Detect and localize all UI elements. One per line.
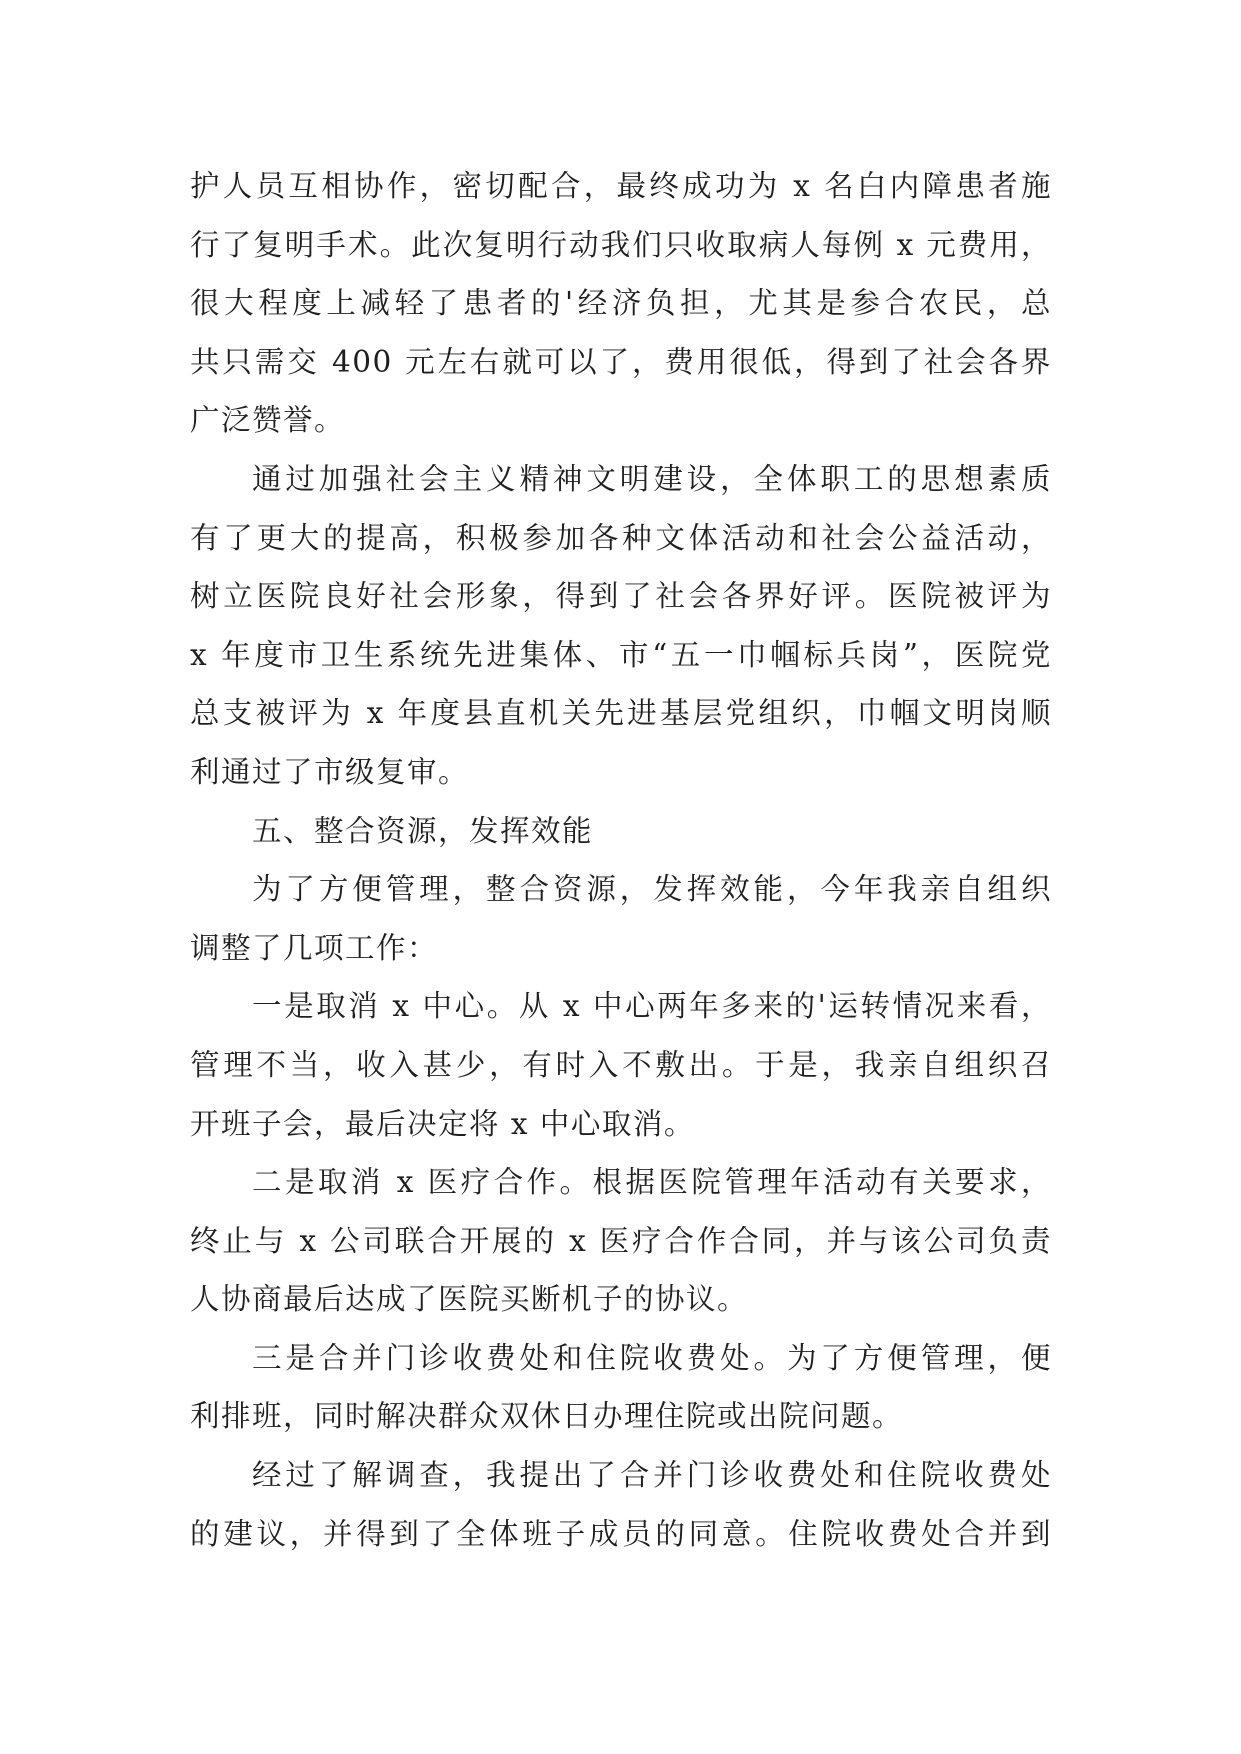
text-line: 利排班，同时解决群众双休日办理住院或出院问题。 <box>190 1399 904 1434</box>
text-line: 利通过了市级复审。 <box>190 754 470 789</box>
text-line: 为了方便管理，整合资源，发挥效能，今年我亲自组织 <box>252 872 1052 907</box>
text-line: 调整了几项工作： <box>190 930 439 965</box>
text-line: 通过加强社会主义精神文明建设，全体职工的思想素质 <box>252 461 1052 496</box>
text-line: 有了更大的提高，积极参加各种文体活动和社会公益活动， <box>190 520 1052 555</box>
document-body <box>190 157 1052 1563</box>
text-line: 护人员互相协作，密切配合，最终成功为 x 名白内障患者施 <box>190 169 1052 203</box>
text-line: 二是取消 x 医疗合作。根据医院管理年活动有关要求， <box>252 1165 1052 1200</box>
text-line: 三是合并门诊收费处和住院收费处。为了方便管理，便 <box>252 1340 1052 1375</box>
text-line: 的建议，并得到了全体班子成员的同意。住院收费处合并到 <box>190 1516 1052 1551</box>
text-line: 总支被评为 x 年度县直机关先进基层党组织，巾帼文明岗顺 <box>190 696 1052 731</box>
text-line: 人协商最后达成了医院买断机子的协议。 <box>190 1282 749 1317</box>
text-line: 一是取消 x 中心。从 x 中心两年多来的'运转情况来看， <box>252 989 1052 1024</box>
text-line: 行了复明手术。此次复明行动我们只收取病人每例 x 元费用， <box>190 227 1052 262</box>
text-line: 共只需交 400 元左右就可以了，费用很低，得到了社会各界 <box>190 344 1052 379</box>
text-line: 很大程度上减轻了患者的'经济负担，尤其是参合农民，总 <box>190 286 1052 321</box>
section-heading: 五、整合资源，发挥效能 <box>252 813 594 848</box>
text-line: 管理不当，收入甚少，有时入不敷出。于是，我亲自组织召 <box>190 1047 1052 1082</box>
text-line: 广泛赞誉。 <box>190 403 346 438</box>
text-line: 经过了解调查，我提出了合并门诊收费处和住院收费处 <box>252 1458 1052 1493</box>
text-line: 终止与 x 公司联合开展的 x 医疗合作合同，并与该公司负责 <box>190 1223 1052 1258</box>
text-line: 树立医院良好社会形象，得到了社会各界好评。医院被评为 <box>190 579 1052 614</box>
text-line: 开班子会，最后决定将 x 中心取消。 <box>190 1106 695 1141</box>
text-line: x 年度市卫生系统先进集体、市“五一巾帼标兵岗”，医院党 <box>190 637 1052 672</box>
